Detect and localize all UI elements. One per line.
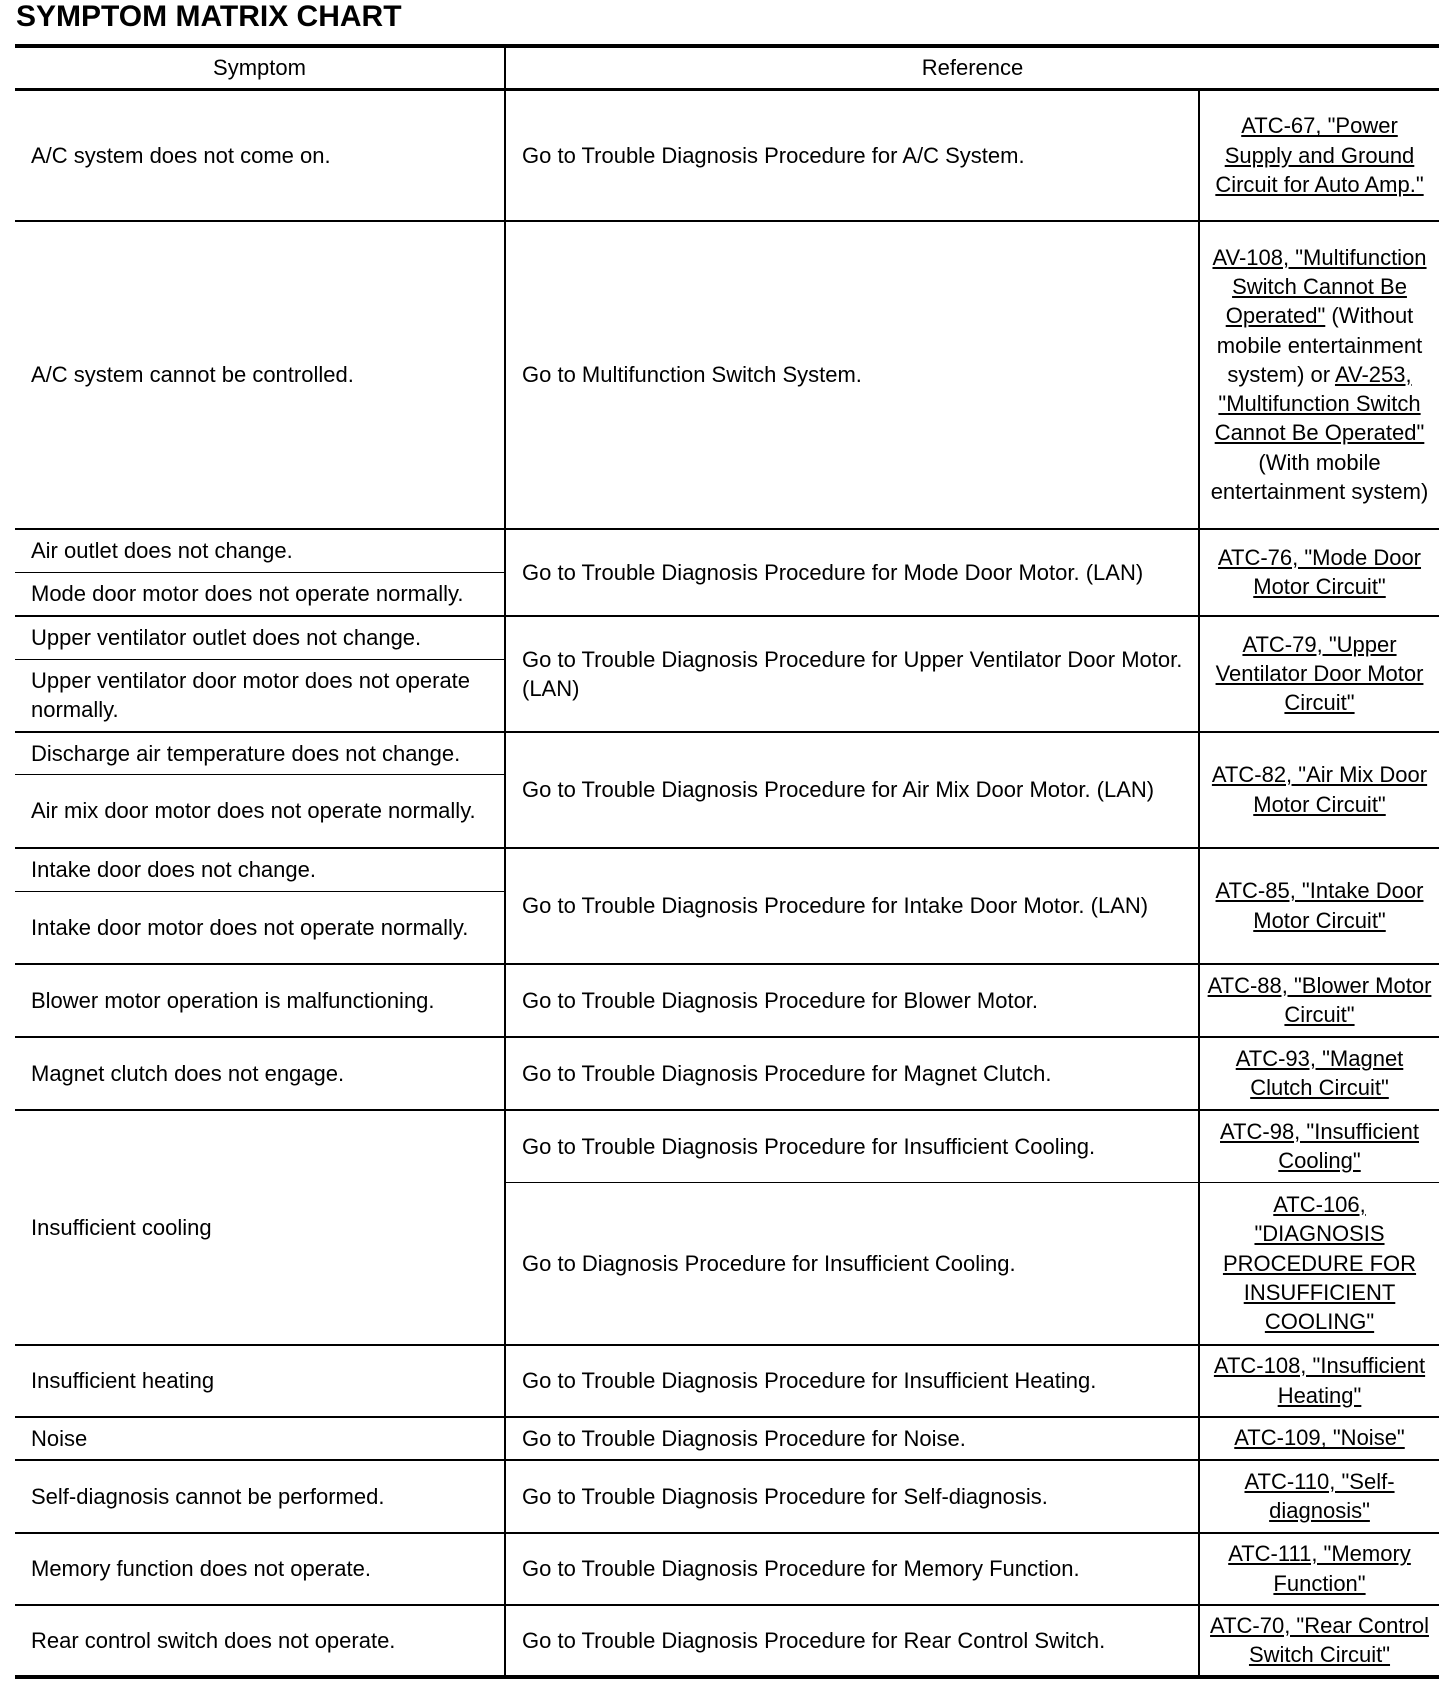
reference-note: (Without mobile entertainment system) or <box>1216 303 1423 387</box>
reference-note: (With mobile entertainment system) <box>1210 449 1429 504</box>
reference-cell <box>1199 1460 1439 1533</box>
symptom-cell: Noise <box>15 1417 505 1460</box>
symptom-header: Symptom <box>15 46 505 90</box>
table-row <box>15 90 1439 221</box>
reference-link[interactable]: ATC-76, "Mode Door Motor Circuit" <box>1217 544 1422 599</box>
table-row <box>15 1605 1439 1677</box>
symptom-cell: Insufficient heating <box>15 1345 505 1417</box>
reference-cell <box>1199 1110 1439 1183</box>
reference-link[interactable]: AV-253, "Multifunction Switch Cannot Be Operated" <box>1214 361 1425 446</box>
procedure-cell: Go to Trouble Diagnosis Procedure for Insufficient Cooling. <box>505 1110 1199 1183</box>
symptom-cell: Self-diagnosis cannot be performed. <box>15 1460 505 1533</box>
symptom-cell: A/C system cannot be controlled. <box>15 221 505 529</box>
reference-cell <box>1199 732 1439 848</box>
header-row <box>15 46 1439 90</box>
symptom-cell: Mode door motor does not operate normally. <box>15 573 505 616</box>
page-title: SYMPTOM MATRIX CHART <box>16 0 402 33</box>
table-row <box>15 1345 1439 1417</box>
table-row <box>15 616 1439 660</box>
procedure-cell: Go to Trouble Diagnosis Procedure for Upper Ventilator Door Motor. (LAN) <box>505 616 1199 732</box>
symptom-cell: A/C system does not come on. <box>15 90 505 221</box>
table-row <box>15 848 1439 892</box>
reference-link[interactable]: ATC-106, "DIAGNOSIS PROCEDURE FOR INSUFFICIENT COOLING" <box>1222 1192 1417 1335</box>
reference-cell <box>1199 90 1439 221</box>
table-row <box>15 1460 1439 1533</box>
procedure-cell: Go to Trouble Diagnosis Procedure for Rear Control Switch. <box>505 1605 1199 1677</box>
symptom-cell: Upper ventilator outlet does not change. <box>15 616 505 660</box>
symptom-cell: Rear control switch does not operate. <box>15 1605 505 1677</box>
reference-link[interactable]: ATC-85, "Intake Door Motor Circuit" <box>1215 878 1424 933</box>
symptom-cell: Air mix door motor does not operate normally. <box>15 775 505 848</box>
reference-link[interactable]: ATC-82, "Air Mix Door Motor Circuit" <box>1211 762 1428 817</box>
procedure-cell: Go to Trouble Diagnosis Procedure for Self-diagnosis. <box>505 1460 1199 1533</box>
procedure-cell: Go to Multifunction Switch System. <box>505 221 1199 529</box>
symptom-cell: Blower motor operation is malfunctioning. <box>15 964 505 1037</box>
table-row <box>15 1037 1439 1110</box>
reference-cell <box>1199 1605 1439 1677</box>
procedure-cell: Go to Trouble Diagnosis Procedure for Mode Door Motor. (LAN) <box>505 529 1199 616</box>
symptom-cell: Magnet clutch does not engage. <box>15 1037 505 1110</box>
table-row <box>15 221 1439 529</box>
table-row <box>15 732 1439 775</box>
reference-header: Reference <box>505 46 1439 90</box>
table-row <box>15 964 1439 1037</box>
symptom-cell: Discharge air temperature does not change. <box>15 732 505 775</box>
reference-cell <box>1199 1183 1439 1345</box>
reference-cell <box>1199 221 1439 529</box>
procedure-cell: Go to Trouble Diagnosis Procedure for Intake Door Motor. (LAN) <box>505 848 1199 964</box>
reference-cell <box>1199 1345 1439 1417</box>
reference-link[interactable]: ATC-108, "Insufficient Heating" <box>1213 1353 1426 1408</box>
reference-cell <box>1199 1417 1439 1460</box>
reference-link[interactable]: ATC-109, "Noise" <box>1234 1425 1405 1451</box>
procedure-cell: Go to Trouble Diagnosis Procedure for Blower Motor. <box>505 964 1199 1037</box>
procedure-cell: Go to Trouble Diagnosis Procedure for Air Mix Door Motor. (LAN) <box>505 732 1199 848</box>
reference-link[interactable]: ATC-98, "Insufficient Cooling" <box>1220 1119 1419 1174</box>
symptom-cell: Memory function does not operate. <box>15 1533 505 1605</box>
symptom-cell: Intake door does not change. <box>15 848 505 892</box>
procedure-cell: Go to Trouble Diagnosis Procedure for Memory Function. <box>505 1533 1199 1605</box>
reference-link[interactable]: AV-108, "Multifunction Switch Cannot Be Operated" <box>1212 245 1427 329</box>
symptom-cell: Upper ventilator door motor does not operate normally. <box>15 660 505 732</box>
table-row <box>15 1533 1439 1605</box>
reference-link[interactable]: ATC-70, "Rear Control Switch Circuit" <box>1210 1612 1429 1667</box>
reference-cell <box>1199 1533 1439 1605</box>
procedure-cell: Go to Trouble Diagnosis Procedure for A/C System. <box>505 90 1199 221</box>
table-row <box>15 529 1439 573</box>
reference-cell <box>1199 616 1439 732</box>
reference-link[interactable]: ATC-93, "Magnet Clutch Circuit" <box>1235 1045 1404 1100</box>
reference-link[interactable]: ATC-111, "Memory Function" <box>1228 1541 1411 1596</box>
reference-link[interactable]: ATC-88, "Blower Motor Circuit" <box>1207 972 1432 1027</box>
table-row <box>15 1110 1439 1183</box>
reference-link[interactable]: ATC-79, "Upper Ventilator Door Motor Circuit" <box>1215 631 1424 716</box>
symptom-matrix-table <box>15 44 1439 1679</box>
reference-cell <box>1199 1037 1439 1110</box>
procedure-cell: Go to Trouble Diagnosis Procedure for Noise. <box>505 1417 1199 1460</box>
procedure-cell: Go to Diagnosis Procedure for Insufficient Cooling. <box>505 1183 1199 1345</box>
procedure-cell: Go to Trouble Diagnosis Procedure for Insufficient Heating. <box>505 1345 1199 1417</box>
reference-cell <box>1199 848 1439 964</box>
reference-link[interactable]: ATC-67, "Power Supply and Ground Circuit for Auto Amp." <box>1215 113 1424 197</box>
symptom-cell: Intake door motor does not operate normally. <box>15 892 505 964</box>
reference-link[interactable]: ATC-110, "Self-diagnosis" <box>1244 1468 1395 1523</box>
reference-cell <box>1199 529 1439 616</box>
symptom-cell: Air outlet does not change. <box>15 529 505 573</box>
table-row <box>15 1417 1439 1460</box>
symptom-cell: Insufficient cooling <box>15 1110 505 1345</box>
reference-cell <box>1199 964 1439 1037</box>
procedure-cell: Go to Trouble Diagnosis Procedure for Magnet Clutch. <box>505 1037 1199 1110</box>
